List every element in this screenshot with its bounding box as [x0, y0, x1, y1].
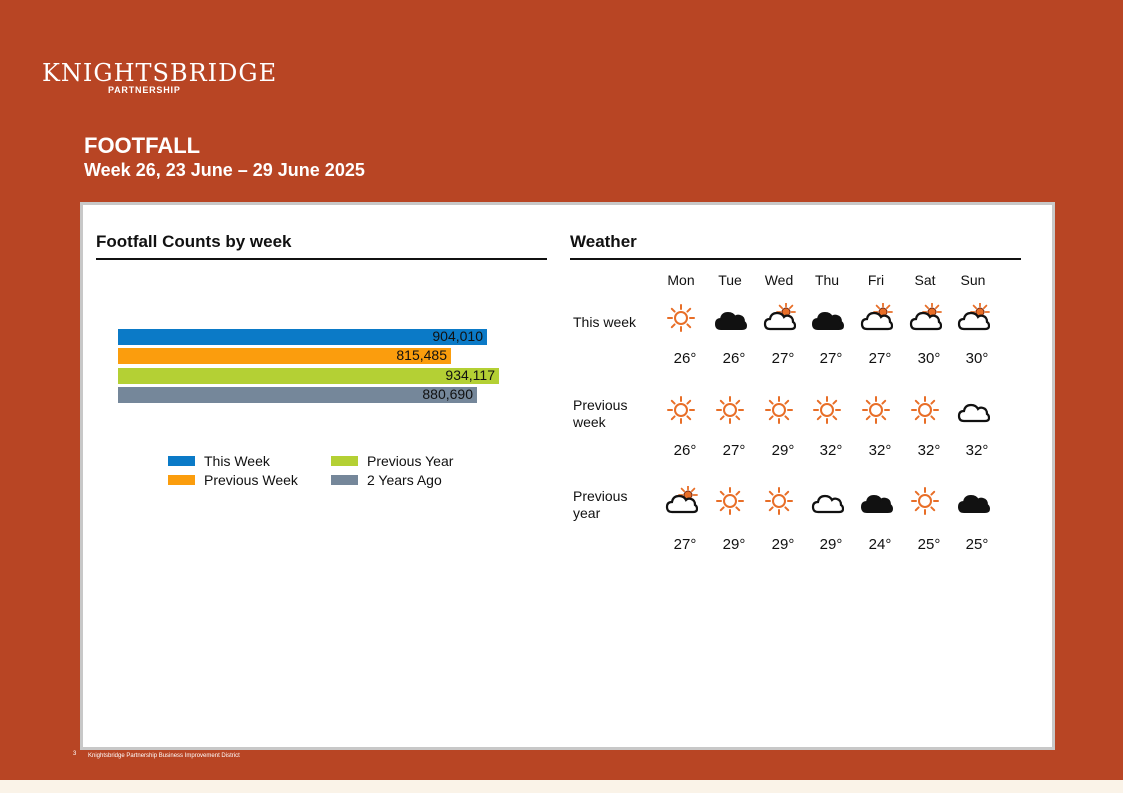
legend-item — [168, 453, 270, 469]
cloud-sun-icon — [762, 303, 796, 333]
temperature-value: 25° — [965, 536, 989, 553]
temperature-value: 27° — [819, 350, 843, 367]
sun-icon — [810, 395, 844, 425]
weather-row-label: Previous year — [573, 488, 628, 521]
legend-label: Previous Week — [204, 472, 298, 488]
temperature-value: 32° — [965, 442, 989, 459]
temperature-value: 26° — [673, 442, 697, 459]
legend-swatch — [331, 475, 358, 485]
temperature-value: 29° — [771, 442, 795, 459]
legend-swatch — [168, 475, 195, 485]
sun-icon — [664, 395, 698, 425]
dark-cloud-icon — [713, 303, 747, 333]
day-label-mon: Mon — [667, 272, 695, 288]
temperature-value: 24° — [868, 536, 892, 553]
dark-cloud-icon — [956, 486, 990, 516]
temperature-value: 27° — [771, 350, 795, 367]
temperature-value: 29° — [771, 536, 795, 553]
bar-value-label: 904,010 — [432, 328, 483, 344]
temperature-value: 30° — [917, 350, 941, 367]
day-label-wed: Wed — [764, 272, 794, 288]
temperature-value: 26° — [673, 350, 697, 367]
sun-icon — [908, 395, 942, 425]
page-title: FOOTFALL — [84, 133, 201, 158]
day-label-thu: Thu — [814, 272, 840, 288]
dark-cloud-icon — [859, 486, 893, 516]
sun-icon — [762, 395, 796, 425]
dark-cloud-icon — [810, 303, 844, 333]
day-label-fri: Fri — [867, 272, 885, 288]
weather-title: Weather — [570, 232, 637, 251]
cloud-icon — [956, 395, 990, 425]
cloud-sun-icon — [664, 486, 698, 516]
bottom-strip — [0, 780, 1123, 793]
temperature-value: 32° — [868, 442, 892, 459]
weather-row-label: Previous week — [573, 397, 628, 430]
logo — [42, 58, 278, 95]
cloud-sun-icon — [956, 303, 990, 333]
temperature-value: 29° — [819, 536, 843, 553]
temperature-value: 26° — [722, 350, 746, 367]
temperature-value: 27° — [868, 350, 892, 367]
sun-icon — [664, 303, 698, 333]
cloud-sun-icon — [859, 303, 893, 333]
logo-subtitle: PARTNERSHIP — [108, 85, 181, 95]
content-panel — [80, 202, 1055, 750]
chart-title-rule — [96, 258, 547, 260]
legend-swatch — [168, 456, 195, 466]
temperature-value: 27° — [673, 536, 697, 553]
day-label-sat: Sat — [914, 272, 936, 288]
page-number: 3 — [73, 751, 77, 757]
chart-title: Footfall Counts by week — [96, 232, 292, 251]
sun-icon — [713, 486, 747, 516]
legend-label: This Week — [204, 453, 270, 469]
legend-item — [168, 472, 298, 488]
day-label-sun: Sun — [960, 272, 986, 288]
day-label-tue: Tue — [718, 272, 742, 288]
logo-wordmark: KNIGHTSBRIDGE — [42, 59, 278, 87]
temperature-value: 30° — [965, 350, 989, 367]
bar-value-label: 880,690 — [422, 386, 473, 402]
sun-icon — [762, 486, 796, 516]
temperature-value: 29° — [722, 536, 746, 553]
weather-title-rule — [570, 258, 1021, 260]
cloud-sun-icon — [908, 303, 942, 333]
legend-swatch — [331, 456, 358, 466]
legend-item — [331, 472, 442, 488]
legend-label: Previous Year — [367, 453, 454, 469]
sun-icon — [908, 486, 942, 516]
sun-icon — [859, 395, 893, 425]
footer-text: Knightsbridge Partnership Business Improvement District — [88, 753, 240, 759]
page-subtitle: Week 26, 23 June – 29 June 2025 — [84, 160, 365, 180]
bar-value-label: 815,485 — [396, 347, 447, 363]
temperature-value: 32° — [917, 442, 941, 459]
weather-row-label: This week — [573, 314, 637, 330]
sun-icon — [713, 395, 747, 425]
cloud-icon — [810, 486, 844, 516]
temperature-value: 25° — [917, 536, 941, 553]
bar-value-label: 934,117 — [445, 367, 495, 383]
temperature-value: 27° — [722, 442, 746, 459]
legend-item — [331, 453, 453, 469]
temperature-value: 32° — [819, 442, 843, 459]
legend-label: 2 Years Ago — [367, 472, 442, 488]
